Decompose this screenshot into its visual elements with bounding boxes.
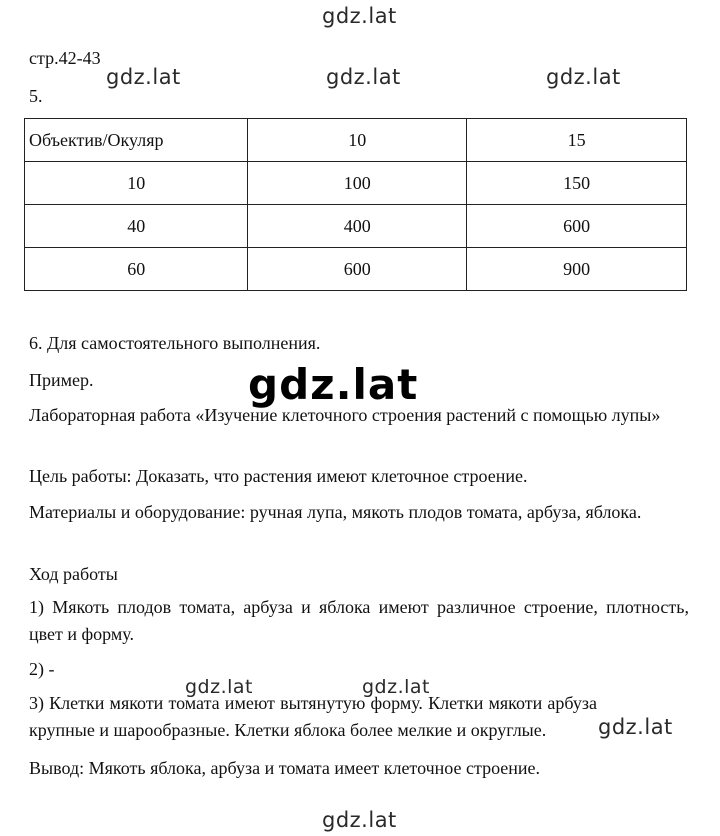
task-6-title: 6. Для самостоятельного выполнения. <box>29 333 321 353</box>
watermark-lower-right: gdz.lat <box>598 715 673 739</box>
table-row <box>25 205 687 248</box>
table-cell: 10 <box>25 162 248 205</box>
procedure-step-1: 1) Мякоть плодов томата, арбуза и яблока имеют различное строение, плотность, цвет и форму. <box>29 597 689 644</box>
table-cell: 400 <box>248 205 467 248</box>
procedure-step-3: 3) Клетки мякоти томата имеют вытянутую форму. Клетки мякоти арбуза крупные и шарообразные. Клетки яблока более мелкие и округлые. <box>29 693 597 740</box>
lab-conclusion: Вывод: Мякоть яблока, арбуза и томата имеет клеточное строение. <box>29 758 541 778</box>
lab-title: Лабораторная работа «Изучение клеточного строения растений с помощью лупы» <box>29 405 661 425</box>
table-cell: 60 <box>25 248 248 291</box>
watermark-left: gdz.lat <box>106 65 181 89</box>
lab-materials: Материалы и оборудование: ручная лупа, мякоть плодов томата, арбуза, яблока. <box>29 502 642 522</box>
magnification-table <box>24 118 687 291</box>
task-5-number: 5. <box>29 86 43 106</box>
table-header-cell: 15 <box>467 119 687 162</box>
table-header-cell: Объектив/Окуляр <box>25 119 248 162</box>
lab-goal: Цель работы: Доказать, что растения имеют клеточное строение. <box>29 466 528 486</box>
table-cell: 900 <box>467 248 687 291</box>
table-row <box>25 248 687 291</box>
table-cell: 40 <box>25 205 248 248</box>
procedure-step-2: 2) - <box>29 659 55 679</box>
table-row <box>25 162 687 205</box>
watermark-bottom: gdz.lat <box>322 808 397 832</box>
watermark-lower-center: gdz.lat <box>362 676 431 698</box>
watermark-center: gdz.lat <box>326 65 401 89</box>
page-reference: стр.42-43 <box>29 48 101 68</box>
watermark-top: gdz.lat <box>322 4 397 28</box>
table-cell: 100 <box>248 162 467 205</box>
watermark-lower-left: gdz.lat <box>185 676 254 698</box>
table-cell: 600 <box>248 248 467 291</box>
procedure-heading: Ход работы <box>29 564 118 584</box>
table-cell: 150 <box>467 162 687 205</box>
watermark-right: gdz.lat <box>546 65 621 89</box>
example-label: Пример. <box>29 370 94 390</box>
watermark-large: gdz.lat <box>248 360 419 409</box>
table-header-cell: 10 <box>248 119 467 162</box>
table-header-row <box>25 119 687 162</box>
table-cell: 600 <box>467 205 687 248</box>
